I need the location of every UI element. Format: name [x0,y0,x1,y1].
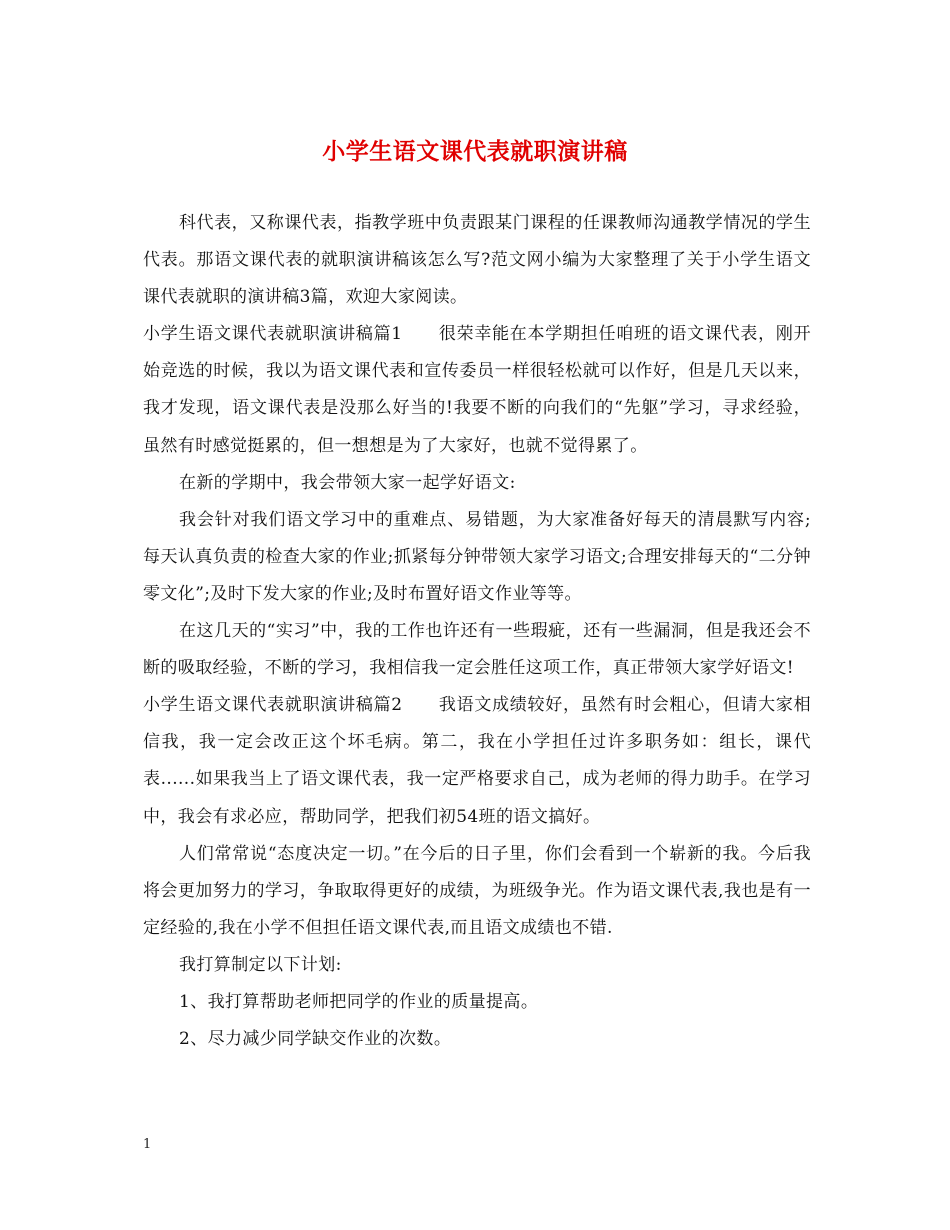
document-body [143,205,811,1058]
section1-lead-text: 很荣幸能在本学期担任咱班的语文课代表，刚开始竞选的时候，我以为语文课代表和宣传委员一样很轻松就可以作好，但是几天以来，我才发现，语文课代表是没那么好当的!我要不断的向我们的“先躯”学习，寻求经验，虽然有时感觉挺累的，但一想想是为了大家好，也就不觉得累了。 [143,324,811,456]
intro-paragraph: 科代表，又称课代表，指教学班中负责跟某门课程的任课教师沟通教学情况的学生代表。那语文课代表的就职演讲稿该怎么写?范文网小编为大家整理了关于小学生语文课代表就职的演讲稿3篇，欢迎大家阅读。 [143,213,811,308]
section1-paragraph-2: 在新的学期中，我会带领大家一起学好语文: [179,472,516,493]
section2-lead-text: 我语文成绩较好，虽然有时会粗心，但请大家相信我，我一定会改正这个坏毛病。第二，我在小学担任过许多职务如：组长，课代表......如果我当上了语文课代表，我一定严格要求自己，成为老师的得力助手。在学习中，我会有求必应，帮助同学，把我们初54班的语文搞好。 [143,695,811,827]
document-title: 小学生语文课代表就职演讲稿 [322,139,628,165]
section1-paragraph-4: 在这几天的“实习”中，我的工作也许还有一些瑕疵，还有一些漏洞，但是我还会不断的吸取经验，不断的学习，我相信我一定会胜任这项工作，真正带领大家学好语文! [143,621,811,679]
section1-lead-paragraph [143,316,811,464]
section2-paragraph-2: 人们常常说“态度决定一切。”在今后的日子里，你们会看到一个崭新的我。今后我将会更加努力的学习，争取取得更好的成绩，为班级争光。作为语文课代表,我也是有一定经验的,我在小学不但担任语文课代表,而且语文成绩也不错. [143,843,811,938]
section2-list-item-2: 2、尽力减少同学缺交作业的次数。 [179,1029,452,1050]
section2-lead-paragraph [143,687,811,835]
section2-paragraph-3: 我打算制定以下计划: [179,954,342,975]
section2-heading: 小学生语文课代表就职演讲稿篇2 [143,695,403,716]
section1-paragraph-3: 我会针对我们语文学习中的重难点、易错题，为大家准备好每天的清晨默写内容;每天认真负责的检查大家的作业;抓紧每分钟带领大家学习语文;合理安排每天的“二分钟零文化”;及时下发大家的作业;及时布置好语文作业等等。 [143,509,811,604]
page-number: 1 [143,1137,152,1152]
section2-list-item-1: 1、我打算帮助老师把同学的作业的质量提高。 [179,991,539,1012]
section1-heading: 小学生语文课代表就职演讲稿篇1 [143,324,403,345]
